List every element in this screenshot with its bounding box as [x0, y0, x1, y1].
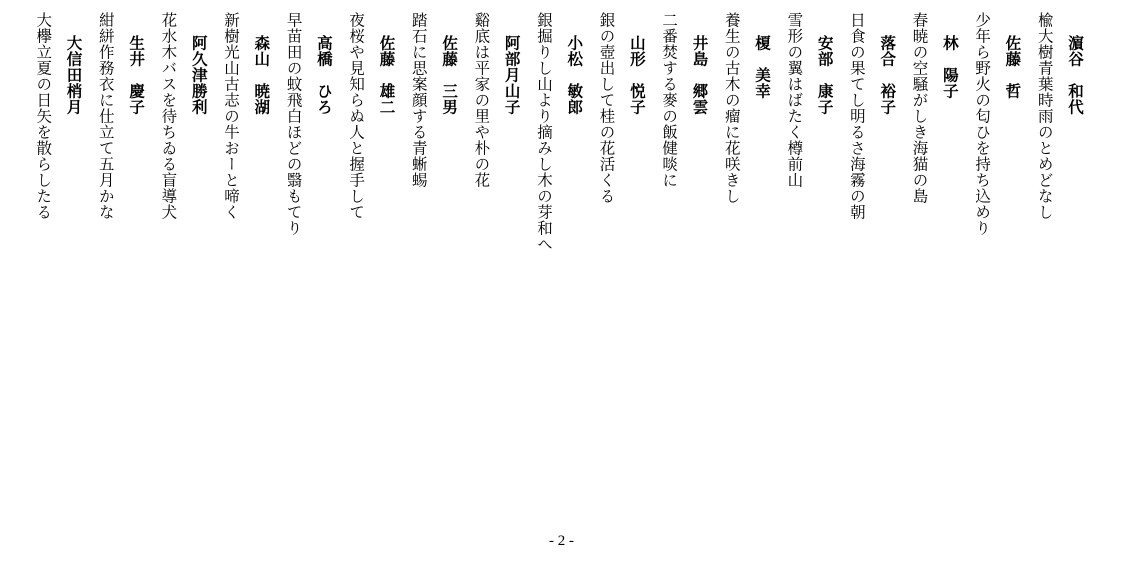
haiku-columns: [27, 12, 1091, 512]
haiku-text: 少年ら野火の匂ひを持ち込めり: [973, 12, 992, 236]
author-name: 佐藤 哲: [1003, 35, 1023, 100]
author-name: 榎 美幸: [753, 35, 773, 100]
haiku-text: 養生の古木の瘤に花咲きし: [722, 12, 741, 204]
haiku-text: 早苗田の蚊飛白ほどの翳もてり: [284, 12, 303, 236]
haiku-text: 銀掘りし山より摘みし木の芽和へ: [534, 12, 553, 252]
page-number: - 2 -: [549, 533, 574, 549]
haiku-text: 踏石に思案顔する青蜥蜴: [409, 12, 428, 188]
author-name: 小松 敏郎: [565, 35, 585, 116]
haiku-text: 大欅立夏の日矢を散らしたる: [34, 12, 53, 220]
haiku-text: 春暁の空騒がしき海猫の島: [910, 12, 929, 204]
author-name: 山形 悦子: [627, 35, 647, 116]
haiku-text: 二番焚する麥の飯健啖に: [660, 12, 679, 188]
haiku-text: 夜桜や見知らぬ人と握手して: [347, 12, 366, 220]
author-name: 井島 郷雲: [690, 35, 710, 116]
author-name: 落合 裕子: [878, 35, 898, 116]
author-name: 佐藤 三男: [440, 35, 460, 116]
author-name: 阿久津勝利: [189, 35, 209, 116]
haiku-text: 雪形の翼はばたく樽前山: [785, 12, 804, 188]
haiku-text: 楡大樹青葉時雨のとめどなし: [1035, 12, 1054, 220]
author-name: 濵谷 和代: [1066, 35, 1085, 116]
haiku-text: 新樹光山古志の牛おーと啼く: [221, 12, 240, 220]
author-name: 安部 康子: [815, 35, 835, 116]
haiku-text: 谿底は平家の里や朴の花: [472, 12, 491, 188]
haiku-text: 花水木バスを待ちゐる盲導犬: [159, 12, 178, 220]
author-name: 阿部月山子: [502, 35, 522, 116]
author-name: 森山 暁湖: [252, 35, 272, 116]
author-name: 林 陽子: [940, 35, 960, 100]
haiku-text: 日食の果てし明るさ海霧の朝: [847, 12, 866, 220]
author-name: 高橋 ひろ: [314, 35, 334, 116]
author-name: 大信田梢月: [64, 35, 84, 116]
haiku-text: 銀の壺出して桂の花活くる: [597, 12, 616, 204]
haiku-text: 紺絣作務衣に仕立て五月かな: [96, 12, 115, 220]
author-name: 生井 慶子: [127, 35, 147, 116]
author-name: 佐藤 雄二: [377, 35, 397, 116]
